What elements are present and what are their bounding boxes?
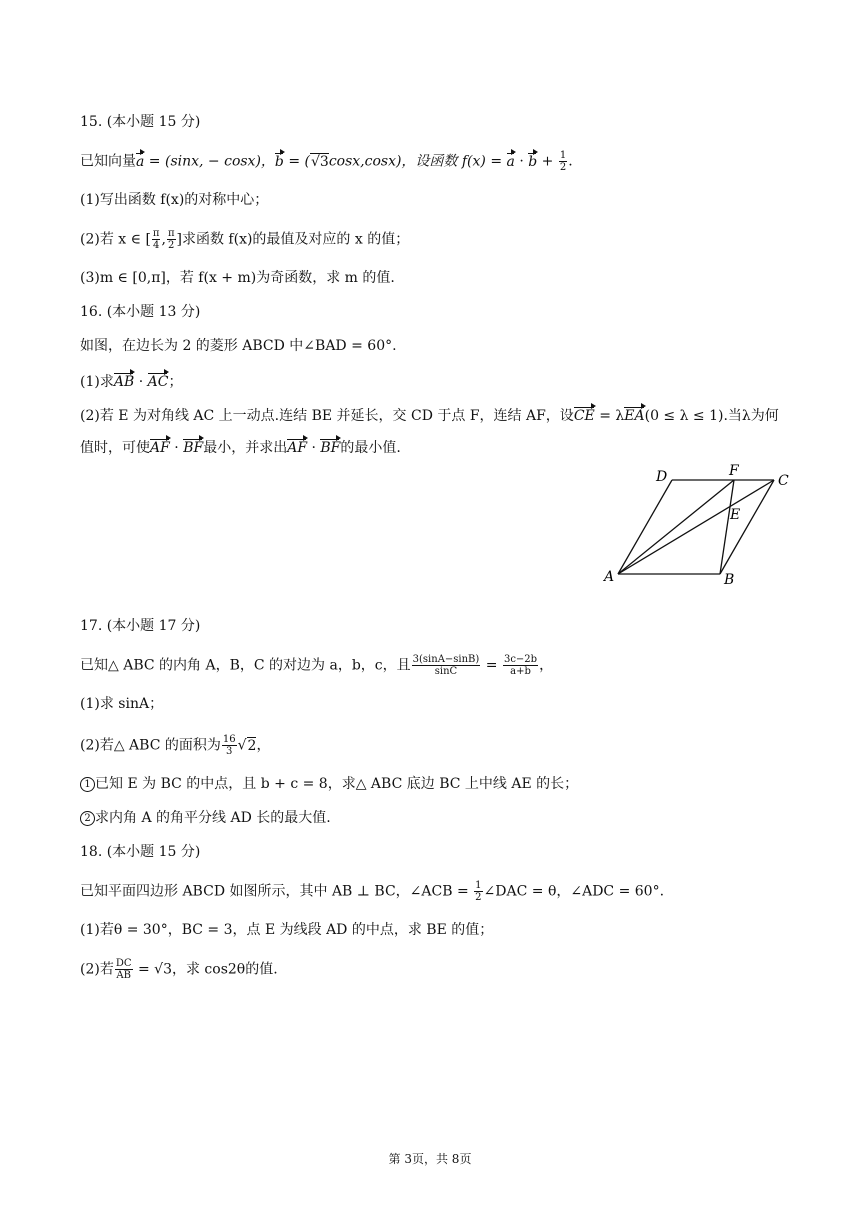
q15-part2: (2)若 x ∈ [ $\frac{\pi}{4}$ , $\frac{\pi}{2}$ ]求函数 f(x)的最值及对应的 x 的值； xyxy=(80,228,410,251)
label-d: D xyxy=(656,469,668,485)
segment-bf xyxy=(720,480,734,574)
q18-part2: (2)若 $\frac{DC}{AB}$ = √3，求 cos2θ的值. xyxy=(80,958,278,981)
q15-stem: 已知向量a = (sinx, − cosx)，b = (√3cosx,cosx)，设函数 f(x) = a · b + $\frac{1}{2}$ . xyxy=(80,150,573,173)
q17-part2: (2)若△ ABC 的面积为 $\frac{16}{3}$ √2， xyxy=(80,734,271,757)
q16-part2-line1: (2)若 E 为对角线 AC 上一动点.连结 BE 并延长，交 CD 于点 F，连结 AF，设CE = λEA(0 ≤ λ ≤ 1).当λ为何 xyxy=(80,408,779,424)
q17-subpart1: 1 已知 E 为 BC 的中点，且 b + c = 8，求△ ABC 底边 BC 上中线 AE 的长； xyxy=(80,774,578,794)
segment-af xyxy=(618,480,734,574)
q18-header: 18. (本小题 15 分) xyxy=(80,844,201,860)
q18-part1: (1)若θ = 30°，BC = 3，点 E 为线段 AD 的中点，求 BE 的值； xyxy=(80,922,494,938)
page-footer: 第 3页，共 8页 xyxy=(388,1152,472,1166)
q16-part1: (1)求AB · AC； xyxy=(80,374,183,390)
q17-subpart2: 2 求内角 A 的角平分线 AD 长的最大值. xyxy=(80,808,331,828)
side-bc xyxy=(720,480,774,574)
q16-part2-line2: 值时，可使AF · BF最小，并求出AF · BF的最小值. xyxy=(80,440,401,456)
q17-header: 17. (本小题 17 分) xyxy=(80,618,201,634)
q16-header: 16. (本小题 13 分) xyxy=(80,304,201,320)
q17-part1: (1)求 sinA； xyxy=(80,696,164,712)
q15-part1: (1)写出函数 f(x)的对称中心； xyxy=(80,192,269,208)
label-a: A xyxy=(604,569,615,585)
label-b: B xyxy=(724,572,735,588)
label-e: E xyxy=(730,507,741,523)
q16-stem: 如图，在边长为 2 的菱形 ABCD 中∠BAD = 60°. xyxy=(80,338,397,354)
q18-stem: 已知平面四边形 ABCD 如图所示，其中 AB ⊥ BC，∠ACB = $\frac{1}{2}$ ∠DAC = θ，∠ADC = 60°. xyxy=(80,880,665,903)
q17-stem: 已知△ ABC 的内角 A，B，C 的对边为 a，b，c，且 $\frac{3(\sin A-\sin B)}{\sin C}$ = $\frac{3c-2b}{a+b}$ ， xyxy=(80,654,554,677)
diagonal-ac xyxy=(618,480,774,574)
rhombus-figure xyxy=(598,460,798,588)
label-c: C xyxy=(778,473,789,489)
q15-part3: (3)m ∈ [0,π]，若 f(x + m)为奇函数，求 m 的值. xyxy=(80,270,395,286)
q15-header: 15. (本小题 15 分) xyxy=(80,114,201,130)
label-f: F xyxy=(729,463,739,479)
side-da xyxy=(618,480,672,574)
